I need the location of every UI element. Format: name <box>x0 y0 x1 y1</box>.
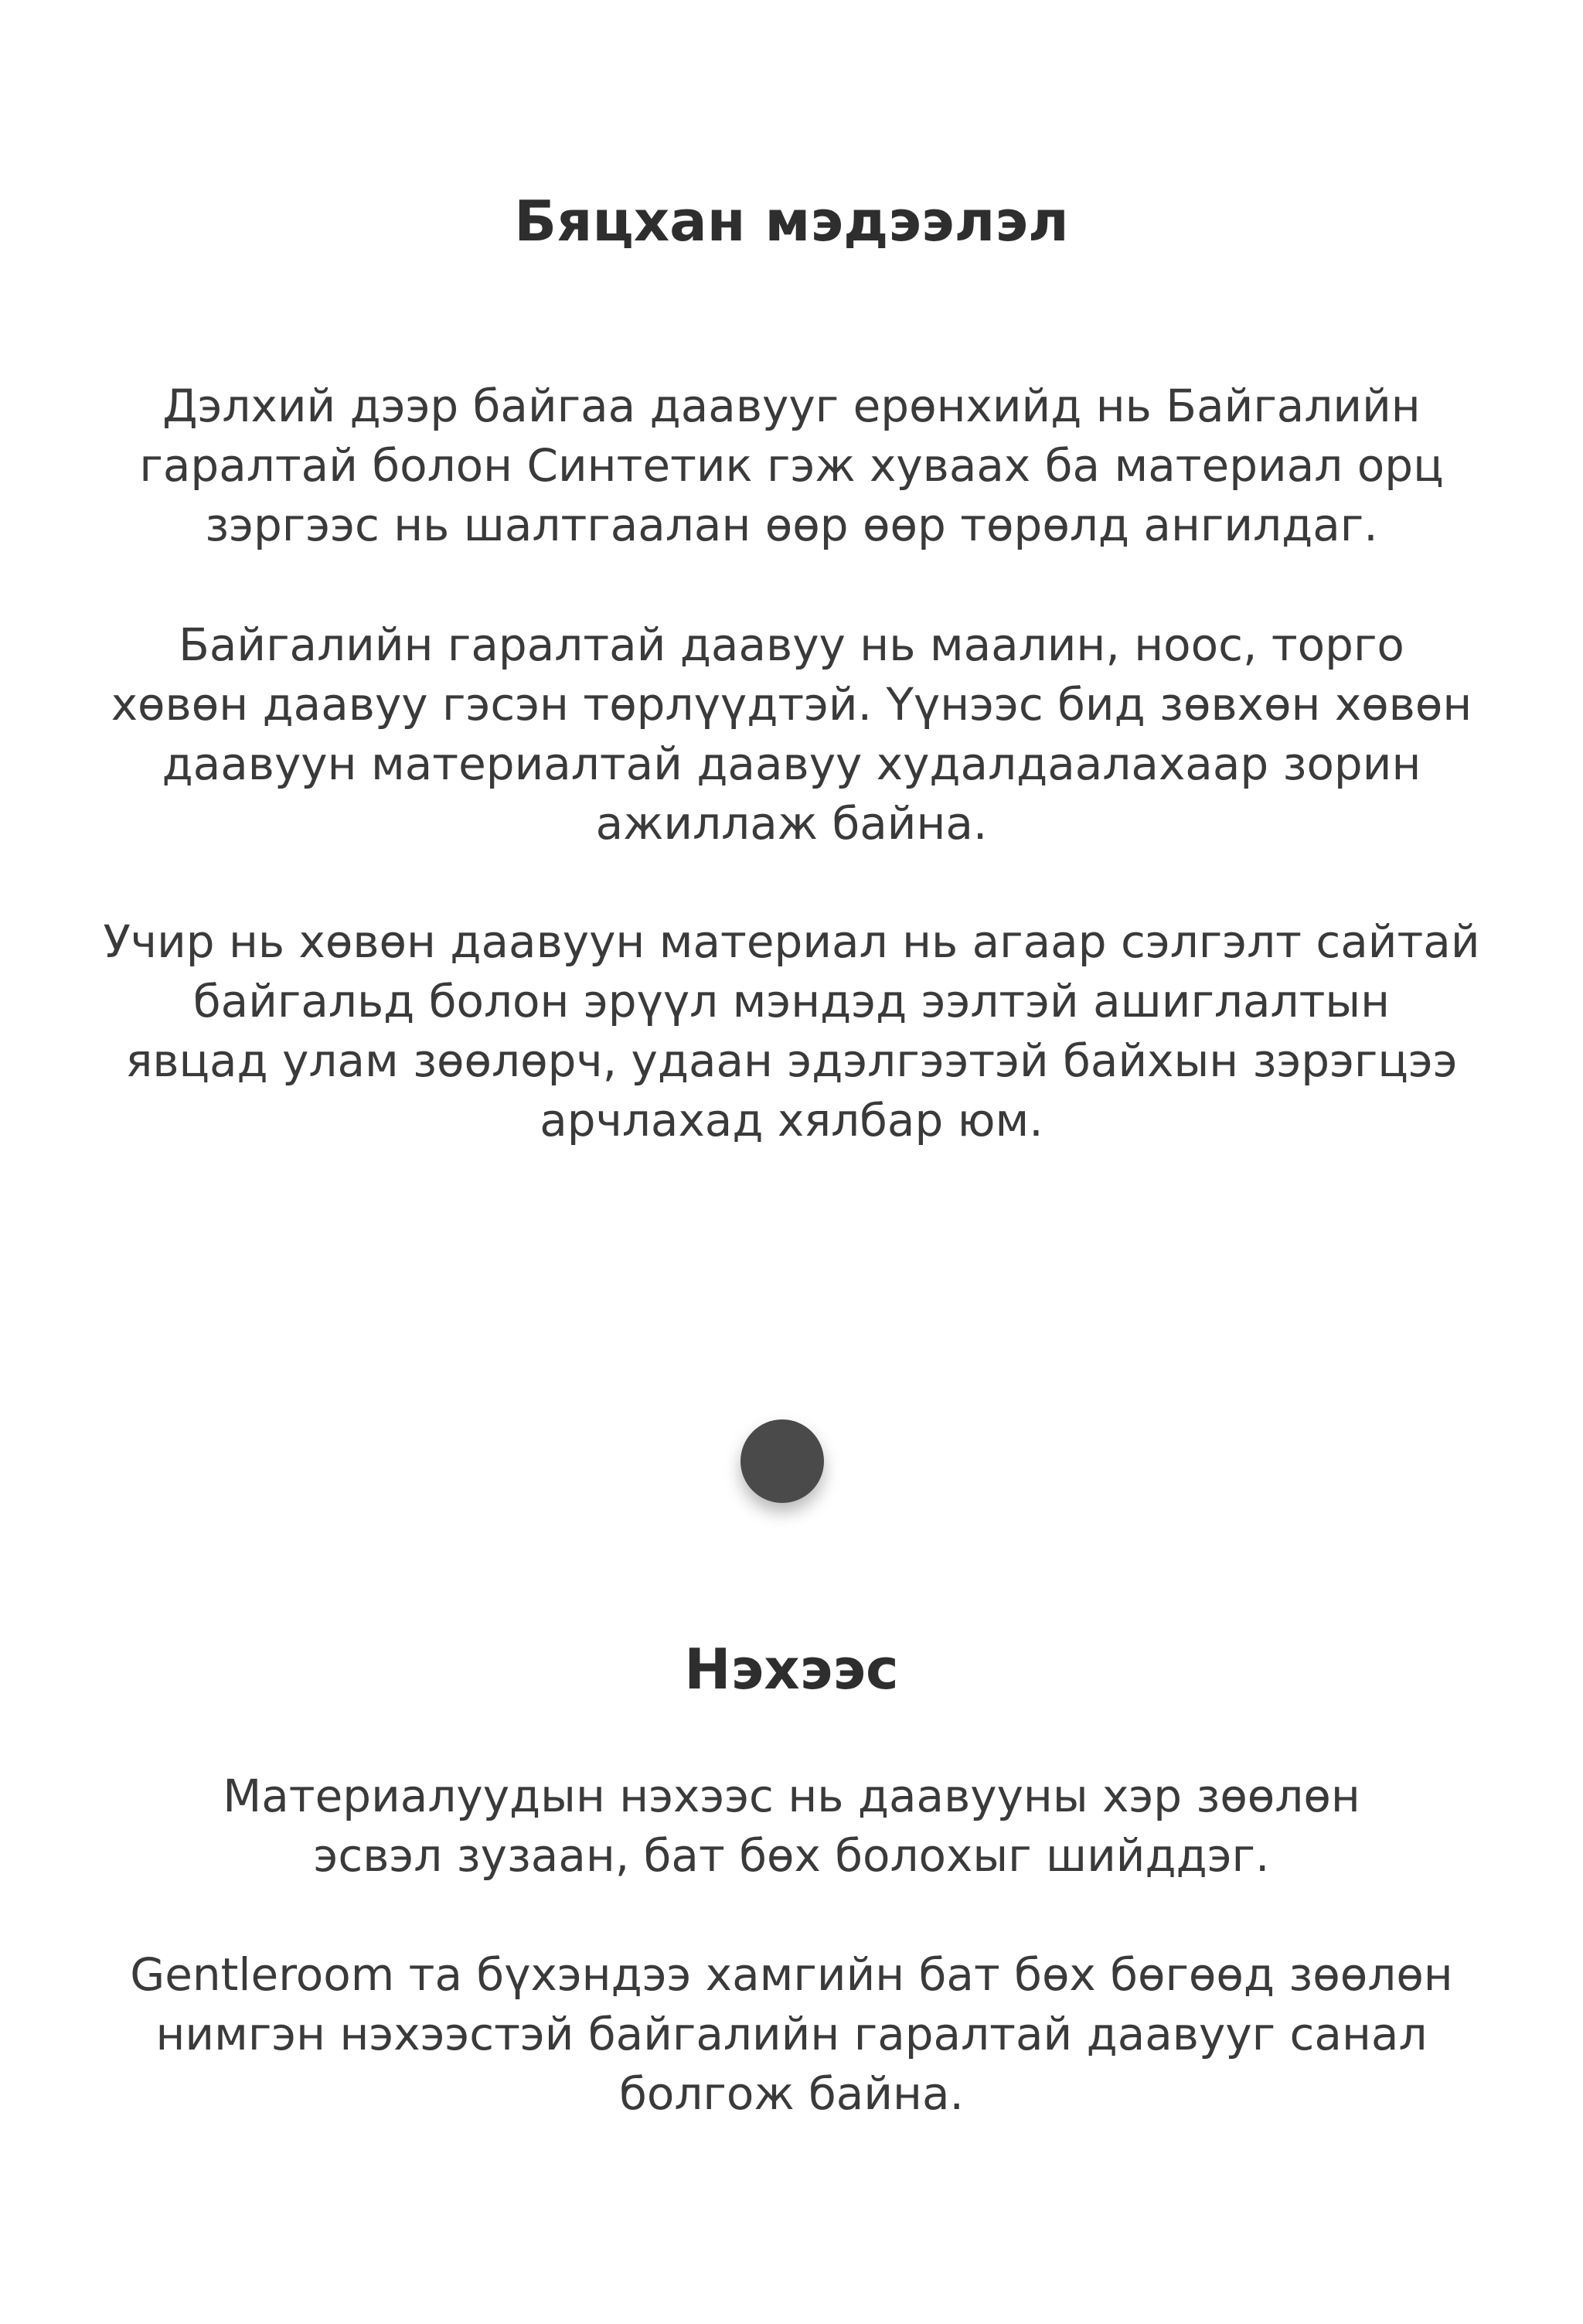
weave-title: Нэхээс <box>684 1637 899 1702</box>
weave-paragraph-1 <box>0 1767 1583 1886</box>
text-line: гаралтай болон Синтетик гэж хуваах ба материал орц <box>139 439 1444 492</box>
about-paragraph-1 <box>0 377 1583 555</box>
weave-paragraph-2 <box>0 1945 1583 2124</box>
text-line: байгальд болон эрүүл мэндэд ээлтэй ашиглалтын <box>192 975 1391 1027</box>
scroll-indicator[interactable] <box>740 1419 824 1503</box>
text-line: нимгэн нэхээстэй байгалийн гаралтай даавууг санал <box>155 2008 1428 2060</box>
text-line: Дэлхий дээр байгаа даавууг ерөнхийд нь Байгалийн <box>162 380 1421 432</box>
text-line: эсвэл зузаан, бат бөх болохыг шийддэг. <box>313 1829 1270 1882</box>
text-line: даавуун материалтай даавуу худалдаалахаар зорин <box>162 738 1421 790</box>
about-paragraph-2 <box>0 615 1583 854</box>
text-line: хөвөн даавуу гэсэн төрлүүдтэй. Үүнээс бид зөвхөн хөвөн <box>111 678 1472 731</box>
text-line: арчлахад хялбар юм. <box>540 1094 1043 1147</box>
about-title: Бяцхан мэдээлэл <box>514 189 1069 254</box>
text-line: зэргээс нь шалтгаалан өөр өөр төрөлд ангилдаг. <box>205 499 1378 551</box>
text-line: Байгалийн гаралтай даавуу нь маалин, ноос, торго <box>179 618 1404 671</box>
text-line: ажиллаж байна. <box>595 797 988 850</box>
text-line: Материалуудын нэхээс нь даавууны хэр зөөлөн <box>223 1770 1360 1822</box>
text-line: Gentleroom та бүхэндээ хамгийн бат бөх бөгөөд зөөлөн <box>130 1948 1453 2001</box>
dot-icon[interactable] <box>740 1419 824 1503</box>
weave-section-header <box>0 1636 1583 1702</box>
text-line: болгож байна. <box>619 2067 964 2120</box>
text-line: Учир нь хөвөн даавуун материал нь агаар сэлгэлт сайтай <box>103 915 1480 968</box>
text-line: явцад улам зөөлөрч, удаан эдэлгээтэй байхын зэрэгцээ <box>125 1034 1458 1087</box>
about-section-header <box>0 188 1583 254</box>
about-paragraph-3 <box>0 912 1583 1150</box>
